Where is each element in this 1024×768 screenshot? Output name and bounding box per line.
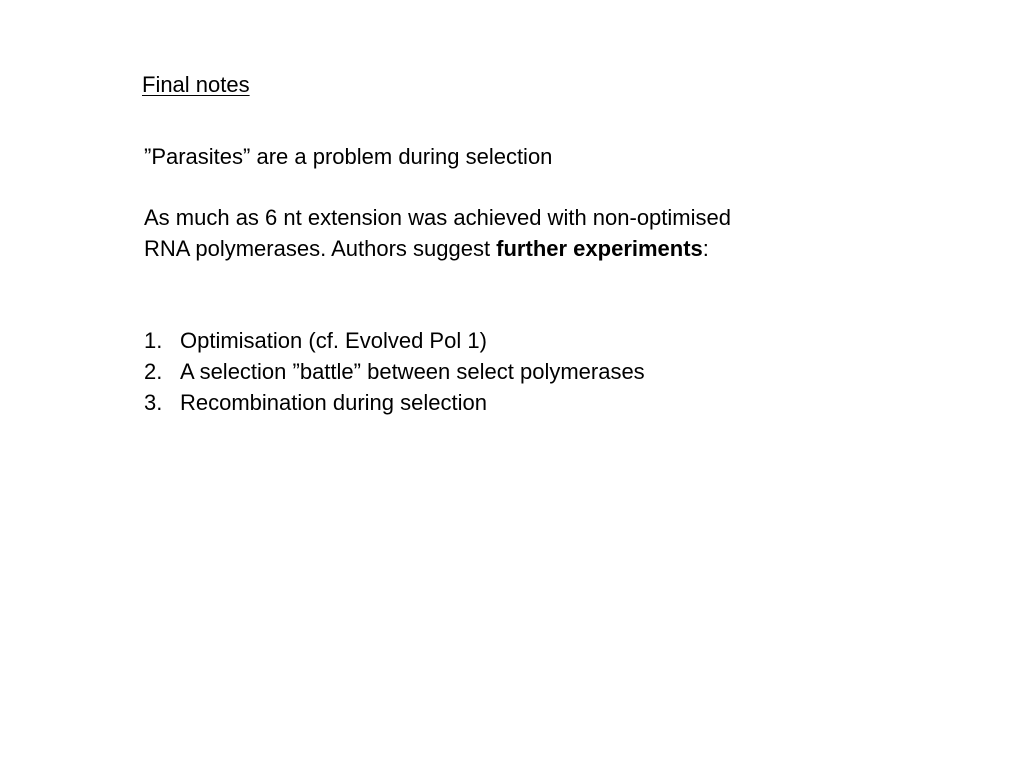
paragraph-extension-suffix: : <box>702 236 709 261</box>
list-item-number: 3. <box>144 390 163 415</box>
list-item <box>144 325 645 356</box>
paragraph-extension-text: As much as 6 nt extension was achieved with non-optimised RNA polymerases. Authors suggest <box>144 205 731 261</box>
list-item <box>144 387 645 418</box>
paragraph-extension <box>144 202 774 264</box>
slide-title: Final notes <box>142 72 250 97</box>
list-item-number: 1. <box>144 328 163 353</box>
paragraph-parasites: ”Parasites” are a problem during selection <box>144 144 553 169</box>
experiments-list <box>144 325 645 418</box>
list-item-text: Optimisation (cf. Evolved Pol 1) <box>180 328 487 353</box>
list-item <box>144 356 645 387</box>
list-item-text: A selection ”battle” between select polymerases <box>180 359 645 384</box>
list-item-number: 2. <box>144 359 163 384</box>
list-item-text: Recombination during selection <box>180 390 487 415</box>
paragraph-extension-bold: further experiments <box>496 236 703 261</box>
